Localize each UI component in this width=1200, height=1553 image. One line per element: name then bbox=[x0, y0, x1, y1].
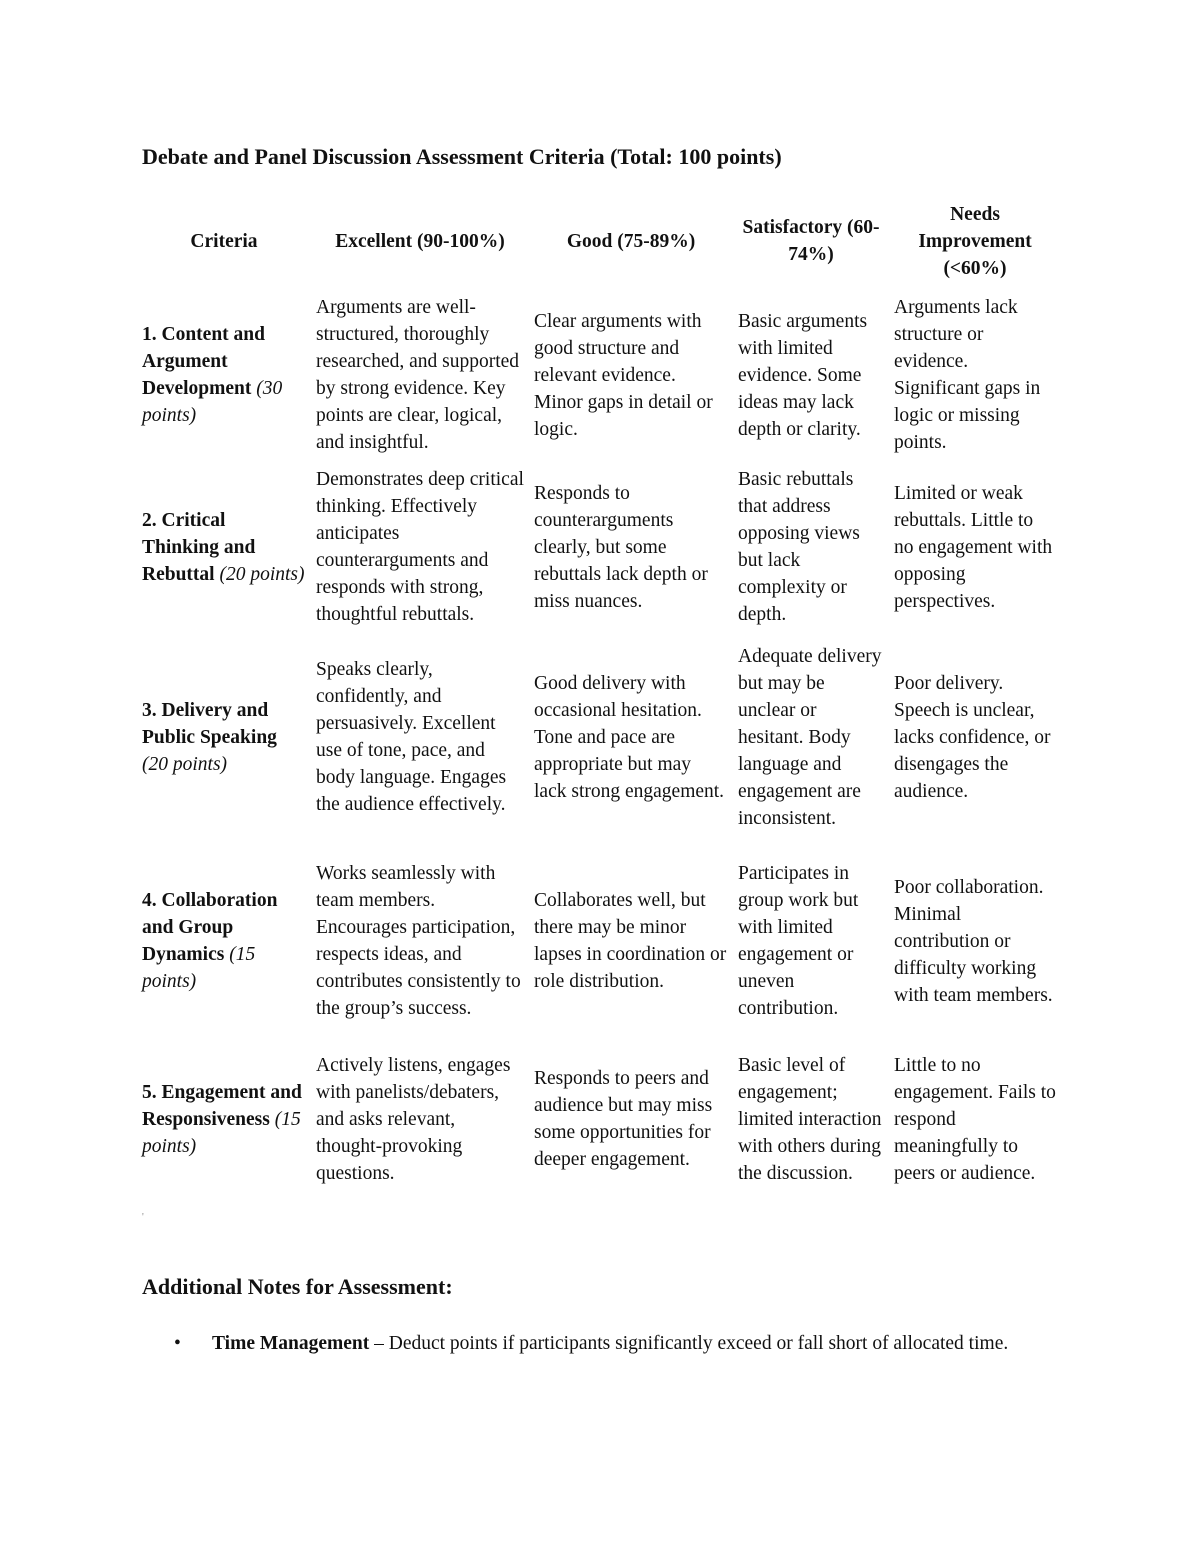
note-text: – Deduct points if participants significantly exceed or fall short of allocated time. bbox=[369, 1333, 1009, 1354]
satisfactory-cell: Adequate delivery but may be unclear or hesitant. Body language and engagement are inconsistent. bbox=[738, 645, 882, 829]
criterion-cell bbox=[136, 466, 310, 628]
excellent-cell: Demonstrates deep critical thinking. Effectively anticipates counterarguments and responds with strong, thoughtful rebuttals. bbox=[316, 469, 524, 625]
good-cell: Responds to counterarguments clearly, but some rebuttals lack depth or miss nuances. bbox=[534, 482, 708, 612]
notes-list bbox=[142, 1330, 1052, 1357]
table-header-row bbox=[136, 198, 1060, 284]
header-good: Good (75-89%) bbox=[566, 230, 696, 252]
header-excellent: Excellent (90-100%) bbox=[335, 230, 505, 252]
bullet-icon: • bbox=[174, 1333, 181, 1354]
needs-improvement-cell: Poor collaboration. Minimal contribution or difficulty working with team members. bbox=[894, 876, 1053, 1006]
criterion-points: (30 points) bbox=[142, 378, 283, 426]
satisfactory-cell: Participates in group work but with limited engagement or uneven contribution. bbox=[738, 863, 859, 1019]
criterion-name: 1. Content and Argument Development bbox=[142, 324, 265, 399]
table-row bbox=[136, 628, 1060, 846]
criterion-cell bbox=[136, 1036, 310, 1202]
criterion-points: (15 points) bbox=[142, 944, 256, 992]
criterion-points: (20 points) bbox=[219, 563, 305, 585]
satisfactory-cell: Basic rebuttals that address opposing views but lack complexity or depth. bbox=[738, 469, 860, 625]
table-row bbox=[136, 284, 1060, 466]
stray-mark: ' bbox=[142, 1212, 144, 1223]
satisfactory-cell: Basic arguments with limited evidence. Some ideas may lack depth or clarity. bbox=[738, 310, 868, 440]
table-row bbox=[136, 1036, 1060, 1202]
excellent-cell: Works seamlessly with team members. Encourages participation, respects ideas, and contributes consistently to the group’s success. bbox=[316, 863, 521, 1019]
criterion-name: 3. Delivery and Public Speaking bbox=[142, 699, 277, 748]
good-cell: Collaborates well, but there may be minor lapses in coordination or role distribution. bbox=[534, 890, 727, 992]
table-row bbox=[136, 846, 1060, 1036]
rubric-table bbox=[136, 198, 1060, 1202]
excellent-cell: Speaks clearly, confidently, and persuasively. Excellent use of tone, pace, and body language. Engages the audience effectively. bbox=[316, 659, 507, 815]
criterion-cell bbox=[136, 846, 310, 1036]
note-term: Time Management bbox=[212, 1333, 370, 1354]
criterion-name: 4. Collaboration and Group Dynamics bbox=[142, 890, 278, 965]
table-row bbox=[136, 466, 1060, 628]
needs-improvement-cell: Limited or weak rebuttals. Little to no engagement with opposing perspectives. bbox=[894, 482, 1053, 612]
header-satisfactory: Satisfactory (60-74%) bbox=[742, 217, 880, 265]
needs-improvement-cell: Poor delivery. Speech is unclear, lacks confidence, or disengages the audience. bbox=[894, 672, 1051, 802]
needs-improvement-cell: Arguments lack structure or evidence. Significant gaps in logic or missing points. bbox=[894, 297, 1041, 453]
excellent-cell: Actively listens, engages with panelists/debaters, and asks relevant, thought-provoking questions. bbox=[316, 1054, 511, 1184]
excellent-cell: Arguments are well-structured, thoroughly researched, and supported by strong evidence. Key points are clear, logical, and insightful. bbox=[316, 297, 520, 453]
criterion-name: 5. Engagement and Responsiveness bbox=[142, 1081, 302, 1130]
header-needs-improvement: Needs Improvement (<60%) bbox=[918, 203, 1032, 279]
good-cell: Clear arguments with good structure and relevant evidence. Minor gaps in detail or logic. bbox=[534, 310, 713, 440]
criterion-points: (20 points) bbox=[142, 753, 228, 775]
criterion-cell bbox=[136, 628, 310, 846]
notes-heading: Additional Notes for Assessment: bbox=[142, 1274, 453, 1299]
header-criteria: Criteria bbox=[190, 230, 258, 252]
page-title: Debate and Panel Discussion Assessment Criteria (Total: 100 points) bbox=[142, 144, 782, 169]
criterion-cell bbox=[136, 284, 310, 466]
good-cell: Responds to peers and audience but may miss some opportunities for deeper engagement. bbox=[534, 1068, 713, 1170]
good-cell: Good delivery with occasional hesitation. Tone and pace are appropriate but may lack strong engagement. bbox=[534, 672, 725, 802]
criterion-points: (15 points) bbox=[142, 1108, 301, 1157]
satisfactory-cell: Basic level of engagement; limited interaction with others during the discussion. bbox=[738, 1054, 882, 1184]
list-item bbox=[142, 1330, 1052, 1357]
criterion-name: 2. Critical Thinking and Rebuttal bbox=[142, 509, 256, 585]
needs-improvement-cell: Little to no engagement. Fails to respond meaningfully to peers or audience. bbox=[894, 1054, 1056, 1184]
